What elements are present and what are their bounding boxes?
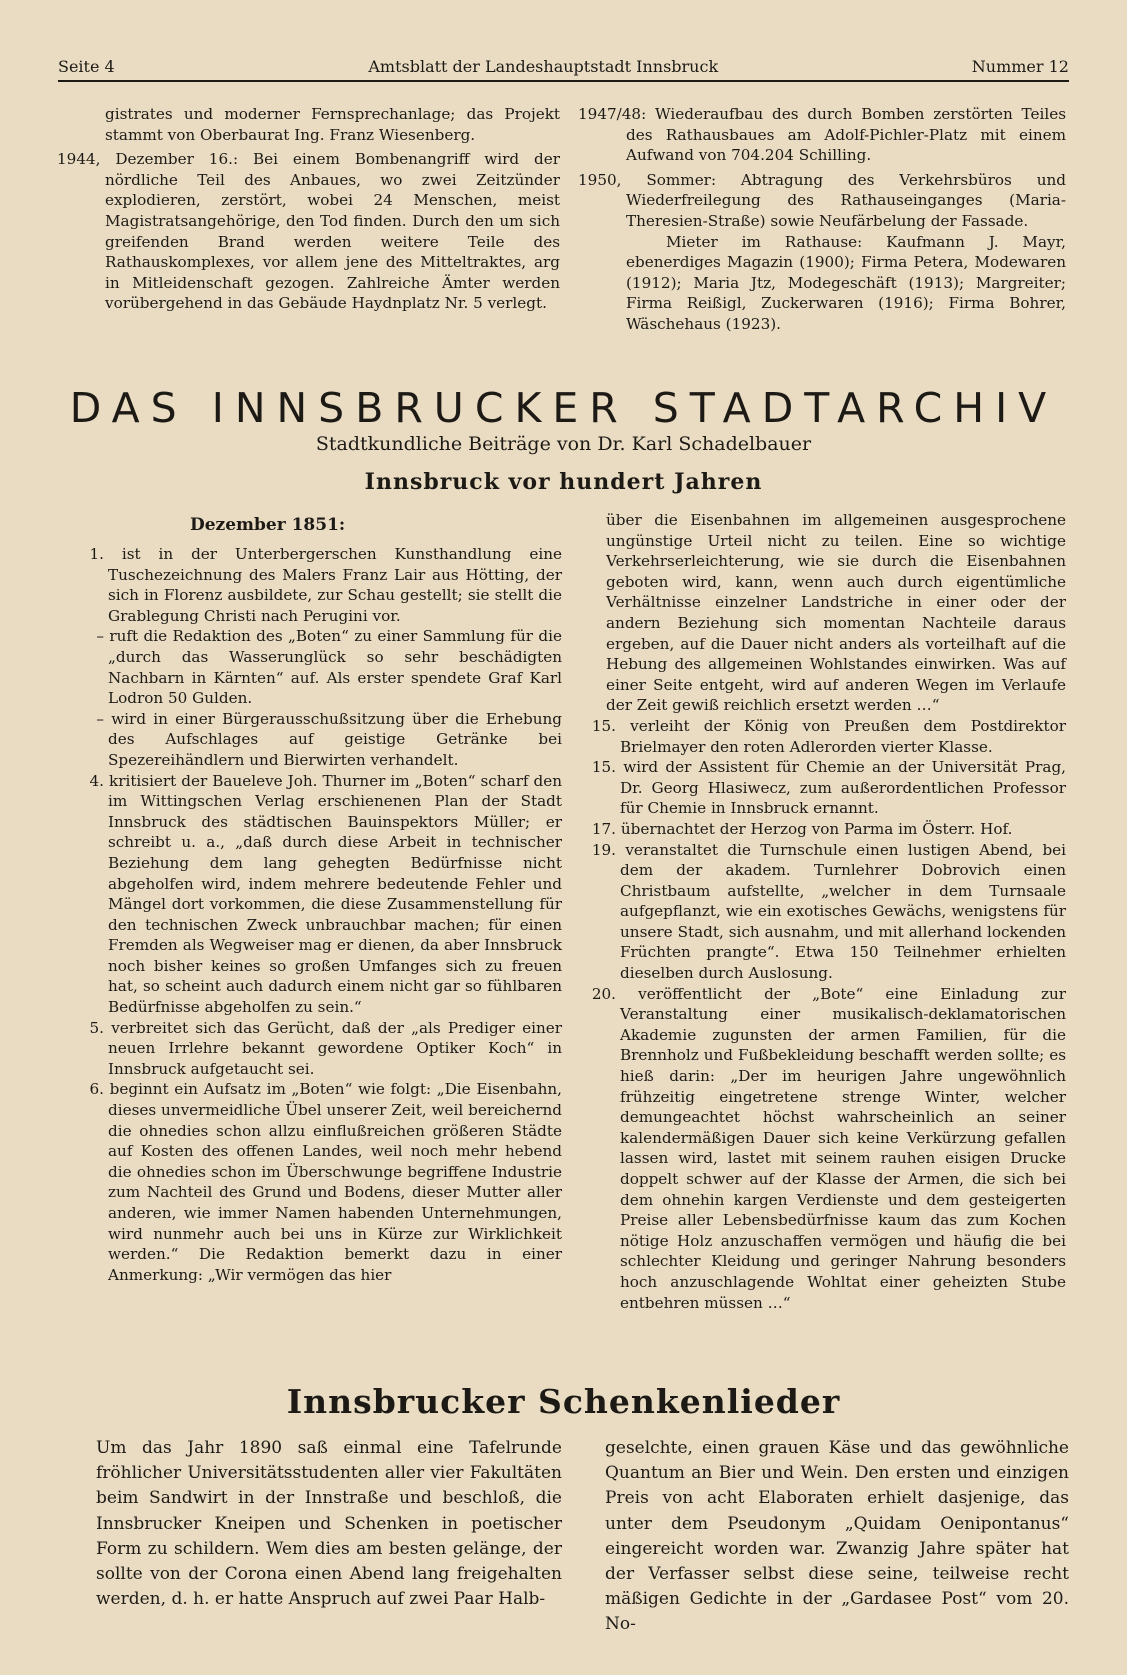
page-number: Seite 4 xyxy=(58,57,115,76)
top-right-paragraph-3: Mieter im Rathause: Kaufmann J. Mayr, ebenerdiges Magazin (1900); Firma Petera, Modewaren (1912); Maria Jtz, Modegeschäft (1913); Margreiter; Firma Reißigl, Zuckerwaren (1916); Firma Bohrer, Wäschehaus (1923). xyxy=(626,232,1066,333)
top-left-paragraph-1: gistrates und moderner Fernsprechanlage; das Projekt stammt von Oberbaurat Ing. Franz Wiesenberg. xyxy=(105,105,560,144)
songs-right-column xyxy=(605,1436,1069,1638)
history-entry xyxy=(66,626,562,708)
archive-masthead: DAS INNSBRUCKER STADTARCHIV xyxy=(69,384,1058,432)
entry-text: verbreitet sich das Gerücht, daß der „als Prediger einer neuen Irrlehre bekannt gewordene Optiker Koch“ in Innsbruck aufgetaucht sei. xyxy=(108,1018,563,1078)
songs-left-paragraph: Um das Jahr 1890 saß einmal eine Tafelrunde fröhlicher Universitätsstudenten aller vier Fakultäten beim Sandwirt in der Innstraße und beschloß, die Innsbrucker Kneipen und Schenken in poetischer Form zu schildern. Wem dies am besten gelänge, der sollte von der Corona einen Abend lang freigehalten werden, d. h. er hatte Anspruch auf zwei Paar Halb- xyxy=(96,1438,562,1610)
entry-text: beginnt ein Aufsatz im „Boten“ wie folgt: „Die Eisenbahn, dieses unvermeidliche Übel unserer Zeit, weil bereichernd die ohnedies schon allzu einflußreichen größeren Städte auf Kosten des offenen Landes, weil noch mehr hebend die ohnedies schon im Überschwunge begriffene Industrie zum Nachteil des Grund und Bodens, dieser Mutter aller anderen, wie immer Namen habenden Unternehmungen, wird nunmehr auch bei uns in Kürze zur Wirklichkeit werden.“ Die Redaktion bemerkt dazu in einer Anmerkung: „Wir vermögen das hier xyxy=(108,1080,562,1284)
entry-number: 15. xyxy=(591,758,616,777)
entry-text: ruft die Redaktion des „Boten“ zu einer Sammlung für die „durch das Wasserunglück so sehr beschädigten Nachbarn in Kärnten“ auf. Als erster spendete Graf Karl Lodron 50 Gulden. xyxy=(108,627,563,708)
feature-subtitle: Innsbruck vor hundert Jahren xyxy=(364,469,763,495)
history-entry xyxy=(578,984,1066,1314)
history-entry xyxy=(66,771,562,1018)
entry-number: 17. xyxy=(591,819,616,838)
entry-number: 5. xyxy=(89,1018,104,1037)
top-right-column xyxy=(578,104,1066,335)
entry-number: 6. xyxy=(89,1080,104,1099)
entry-number: 4. xyxy=(89,771,104,790)
entry-text: übernachtet der Herzog von Parma im Österr. Hof. xyxy=(620,819,1013,838)
entry-number: 1. xyxy=(89,545,104,563)
top-left-column xyxy=(57,104,560,314)
entry-text: kritisiert der Baueleve Joh. Thurner im „Boten“ scharf den im Wittingschen Verlag erschienenen Plan der Stadt Innsbruck des städtischen Bauinspektors Müller; er schreibt u. a., „daß durch diese Arbeit in technischer Beziehung dem lang gehegten Bedürfnisse nicht abgeholfen wird, indem mehrere bedeutende Fehler und Mängel dort vorkommen, die diese Zusammenstellung für den technischen Zweck unbrauchbar machen; für einen Fremden als Wegweiser mag er dienen, da aber Innsbruck noch bisher keines so großen Umfanges sich zu freuen hat, so scheint auch dadurch einem nicht gar so fühlbaren Bedürfnisse abgeholfen zu sein.“ xyxy=(108,771,562,1017)
page-header xyxy=(58,50,1069,82)
entry-number: – xyxy=(96,627,104,646)
byline: Stadtkundliche Beiträge von Dr. Karl Schadelbauer xyxy=(315,433,812,455)
songs-left-column xyxy=(96,1436,562,1612)
history-entry xyxy=(578,716,1066,757)
history-entry xyxy=(66,709,562,771)
songs-section-title: Innsbrucker Schenkenlieder xyxy=(286,1382,841,1421)
history-entry xyxy=(66,1079,562,1285)
top-right-paragraph-1: 1947/48: Wiederaufbau des durch Bomben zerstörten Teiles des Rathausbaues am Adolf-Pichler-Platz mit einem Aufwand von 704.204 Schilling. xyxy=(578,105,1066,165)
entry-text: ist in der Unterbergerschen Kunsthandlung eine Tuschezeichnung des Malers Franz Lair aus Hötting, der sich in Florenz ausbildete, zur Schau gestellt; sie stellt die Grablegung Christi nach Perugini vor. xyxy=(108,545,562,625)
history-entry xyxy=(578,840,1066,984)
songs-right-paragraph: geselchte, einen grauen Käse und das gewöhnliche Quantum an Bier und Wein. Den ersten und einzigen Preis von acht Elaboraten erhielt dasjenige, das unter dem Pseudonym „Quidam Oenipontanus“ eingereicht worden war. Zwanzig Jahre später hat der Verfasser selbst diese seine, teilweise recht mäßigen Gedichte in der „Gardasee Post“ vom 20. No- xyxy=(605,1438,1069,1635)
month-heading: Dezember 1851: xyxy=(190,515,346,535)
history-entry xyxy=(66,1018,562,1080)
entry-number: 19. xyxy=(591,840,616,859)
history-entry xyxy=(578,757,1066,819)
history-left-column xyxy=(66,544,562,1285)
entry-text: wird in einer Bürgerausschußsitzung über die Erhebung des Aufschlages auf geistige Getränke bei Spezereihändlern und Bierwirten verhandelt. xyxy=(108,709,562,769)
entry-text: wird der Assistent für Chemie an der Universität Prag, Dr. Georg Hlasiwecz, zum außerordentlichen Professor für Chemie in Innsbruck ernannt. xyxy=(620,758,1066,818)
issue-number: Nummer 12 xyxy=(971,57,1069,76)
top-left-paragraph-2: 1944, Dezember 16.: Bei einem Bombenangriff wird der nördliche Teil des Anbaues, wo zwei Zeitzünder explodieren, zerstört, wobei 24 Menschen, meist Magistratsangehörige, den Tod finden. Durch den um sich greifenden Brand werden weitere Teile des Rathauskomplexes, vor allem jene des Mitteltraktes, arg in Mitleidenschaft gezogen. Zahlreiche Ämter werden vorübergehend in das Gebäude Haydnplatz Nr. 5 verlegt. xyxy=(57,150,560,313)
entry-number: – xyxy=(96,709,104,728)
paper-title: Amtsblatt der Landeshauptstadt Innsbruck xyxy=(368,57,719,76)
history-entry xyxy=(66,544,562,626)
history-entry xyxy=(578,819,1066,840)
entry-text: veranstaltet die Turnschule einen lustigen Abend, bei dem der akadem. Turnlehrer Dobrovich einen Christbaum aufstellte, „welcher in dem Turnsaale aufgepflanzt, wie ein exotisches Gewächs, wenigstens für unsere Stadt, sich ausnahm, und mit allerhand lockenden Früchten prangte“. Etwa 150 Teilnehmer erhielten dieselben durch Auslosung. xyxy=(620,840,1067,983)
entry-number: 20. xyxy=(591,984,616,1003)
entry-number: 15. xyxy=(591,716,616,735)
history-right-column xyxy=(578,510,1066,1313)
entry-text: veröffentlicht der „Bote“ eine Einladung zur Veranstaltung einer musikalisch-deklamatorischen Akademie zugunsten der armen Familien, für die Brennholz und Fußbekleidung beschafft werden sollte; es hieß darin: „Der im heurigen Jahre ungewöhnlich frühzeitig eingetretene strenge Winter, welcher demungeachtet höchst wahrscheinlich an seiner kalendermäßigen Dauer sich keine Verkürzung gefallen lassen wird, lastet mit seinem rauhen eisigen Drucke doppelt schwer auf der Klasse der Armen, die sich bei dem ohnehin kargen Verdienste und dem gesteigerten Preise aller Lebensbedürfnisse kaum das zum Kochen nötige Holz anzuschaffen vermögen und häufig die bei schlechter Kleidung und geringer Nahrung besonders hoch anzuschlagende Wohltat einer geheizten Stube entbehren müssen …“ xyxy=(620,984,1067,1312)
entry-text: verleiht der König von Preußen dem Postdirektor Brielmayer den roten Adlerorden vierter Klasse. xyxy=(620,716,1066,756)
top-right-paragraph-2: 1950, Sommer: Abtragung des Verkehrsbüros und Wiederfreilegung des Rathauseinganges (Maria-Theresien-Straße) sowie Neufärbelung der Fassade. xyxy=(578,170,1066,230)
right-lead-paragraph: über die Eisenbahnen im allgemeinen ausgesprochene ungünstige Urteil nicht zu teilen. Eine so wichtige Verkehrserleichterung, wie sie durch die Eisenbahnen geboten wird, kann, wenn auch durch eigentümliche Verhältnisse einzelner Landstriche in einer oder der andern Beziehung sich momentan Nachteile daraus ergeben, auf die Dauer nicht anders als vorteilhaft auf die Hebung des allgemeinen Wohlstandes einwirken. Was auf einer Seite entgeht, wird auf anderen Wegen im Verlaufe der Zeit gewiß reichlich ersetzt werden …“ xyxy=(606,511,1066,715)
